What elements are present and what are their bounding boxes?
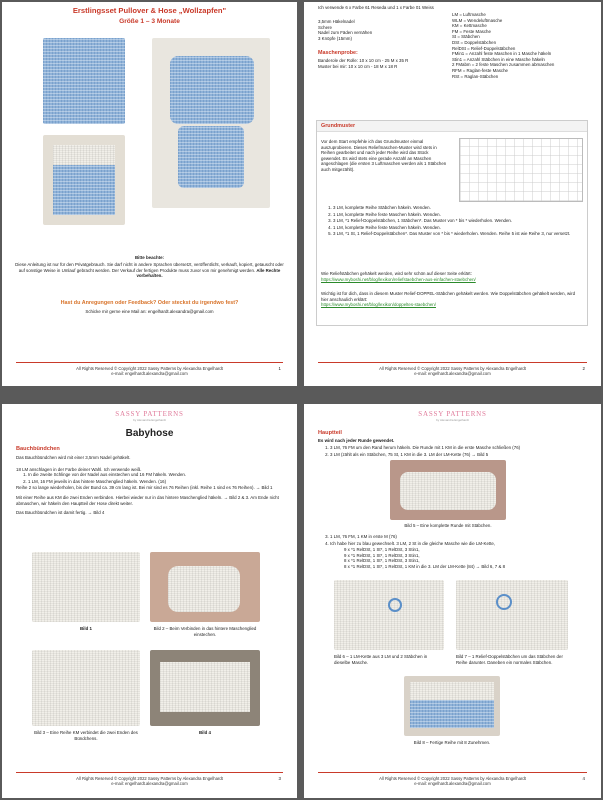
footer-line <box>16 362 283 363</box>
pattern-size: Größe 1 – 3 Monate <box>119 18 180 25</box>
join-line: Mit einer Reihe aus KM die zwei Enden verbinden. Hierbei wieder nur in das hintere Maschenglied häkeln. → Bild 2 & 3. Am Ende nicht abmaschen, wir häkeln den Hauptteil der Hose direkt weiter. <box>16 494 279 506</box>
step: 3. 1 LM, 76 FM, 1 KM in erste M (76) <box>330 534 588 540</box>
basic-pattern-steps <box>321 205 583 238</box>
logo <box>418 410 486 422</box>
photo-bild-2-knit <box>168 566 240 612</box>
instructions <box>16 455 284 516</box>
pattern-row: 3. 3 LM, *1 Relief-Doppelstäbchen, 1 Stäbchen*. Das Muster von * bis * wiederholen. Wenden. <box>333 218 583 224</box>
note-rights: Alle Rechte vorbehalten. <box>136 267 281 279</box>
relief-link[interactable]: https://www.myboshi.net/blog/lexikon/reliefstaebchen-aus-einfachen-staebchen/ <box>321 276 476 282</box>
photo-pants-body <box>53 165 115 215</box>
repeat-line: Reihe 2 so lange wiederholen, bis der Bund ca. 39 cm lang ist. Bei mir sind es 76 Reihen (inkl. Reihe 1 sind es 76 Reihen). → Bild 1 <box>16 485 273 491</box>
gauge-title: Maschenprobe: <box>318 50 358 56</box>
pattern-title: Erstlingsset Pullover & Hose „Wollzapfen" <box>72 6 227 15</box>
photo-bild-4 <box>150 650 260 726</box>
page-3 <box>2 404 297 798</box>
basic-pattern-box <box>316 120 588 326</box>
gauge-line: Banderole der Rolle: 10 x 10 cm - 25 M x 35 R <box>318 58 409 63</box>
increase-row: 9 x *1 RelDSt, 1 St*, 1 RelDSt, 3 Stin1, <box>344 547 420 552</box>
footer-email: e-mail: engelhardt.alexandra@gmail.com <box>414 371 491 377</box>
page-number: 4 <box>582 776 585 781</box>
logo-name: SASSY PATTERNS <box>115 410 184 418</box>
photo-bild-8 <box>404 676 500 736</box>
note-title: Bitte beachte: <box>134 255 165 260</box>
caption-bild-1: Bild 1 <box>80 626 92 631</box>
main-steps-b <box>318 534 588 547</box>
feedback-question: Hast du Anregungen oder Feedback? Oder steckst du irgendwo fest? <box>60 300 239 306</box>
logo-by: by Alexandra Engelhardt <box>133 418 166 422</box>
done-line: Das Bauchbündchen ist damit fertig. → Bild 4 <box>16 510 105 516</box>
abbreviation-list <box>452 12 554 79</box>
page-number: 1 <box>278 366 281 371</box>
abbreviation: LM = Luftmasche <box>452 12 486 17</box>
materials-list <box>318 19 372 41</box>
photo-bild-5-knit <box>400 472 496 510</box>
pattern-row: 5. 3 LM, *1 St, 1 Relief-Doppelstäbchen*. Das Muster von * bis * wiederholen. Wenden. Reihe 5 ist wie Reihe 3, nur versetzt. <box>333 231 583 237</box>
footer <box>304 776 601 787</box>
abbreviation: 2 FMabm = 2 feste Maschen zusammen abmaschen <box>452 62 555 68</box>
page-4 <box>304 404 601 798</box>
abbreviation: Stin1 = Anzahl Stäbchen in eine Masche häkeln <box>452 56 545 62</box>
pattern-row: 1. 3 LM, komplette Reihe Stäbchen häkeln. Wenden. <box>333 205 583 211</box>
gauge-line: Muster bei mir: 10 x 10 cm - 18 M x 18 R <box>318 63 398 69</box>
increase-row: 8 x *1 RelDSt, 1 St*, 1 RelDSt, 1 KM in die 3. LM der LM-Kette (84) → Bild 6, 7 & 8 <box>344 563 506 569</box>
footer-line <box>318 362 587 363</box>
abbreviation: FM = Feste Masche <box>452 28 491 34</box>
photo-bild-8-band <box>410 682 494 700</box>
abbreviation: St = Stäbchen <box>452 34 480 40</box>
section-lead: Es wird nach jeder Runde gewendet. <box>318 438 395 443</box>
abbreviation: RFM = Raglan-feste Masche <box>452 67 509 73</box>
photo-bild-6-yarn <box>388 598 402 612</box>
footer <box>304 366 601 377</box>
page-1 <box>2 2 297 386</box>
stitch-chart <box>459 138 583 202</box>
note-text <box>14 262 285 279</box>
page-number: 3 <box>278 776 281 781</box>
abbreviation: WLM = Wendeluftmasche <box>452 17 503 23</box>
logo-by: by Alexandra Engelhardt <box>436 418 469 422</box>
footer-email: e-mail: engelhardt.alexandra@gmail.com <box>414 781 491 787</box>
section-title: Bauchbündchen <box>16 446 60 452</box>
caption-bild-6: Bild 6 – 1 LM-Kette aus 3 LM und 2 Stäbchen in dieselbe Masche. <box>334 654 428 665</box>
double-explanation-text: Wichtig ist für dich, dass in diesem Muster Relief-DOPPEL-Stäbchen gehäkelt werden. Wie Doppelstäbchen gehäkelt werden, wird hier anschaulich erklärt: <box>321 291 576 302</box>
photo-pants <box>43 135 125 225</box>
main-steps-a <box>318 445 588 458</box>
footer-line <box>318 772 587 773</box>
photo-set-pants <box>178 126 244 188</box>
footer-email: e-mail: engelhardt.alexandra@gmail.com <box>111 781 188 787</box>
footer-copyright: All Rights Reserved © Copyright 2022 Sassy Patterns by Alexandra Engelhardt <box>76 776 223 781</box>
photo-bild-2 <box>150 552 260 622</box>
section-title: Hauptteil <box>318 430 342 436</box>
caption-bild-7: Bild 7 – 1 Relief-Doppelstäbchen um das Stäbchen der Reihe darunter. Daneben ein normales Stäbchen. <box>456 654 563 665</box>
pattern-row: 4. 1 LM, komplette Reihe feste Maschen häkeln. Wenden. <box>333 225 583 231</box>
photo-set-sweater <box>170 56 254 124</box>
abbreviation: KM = Kettmasche <box>452 23 487 29</box>
photo-set-on-blanket <box>152 38 270 208</box>
relief-explanation <box>321 271 583 282</box>
abbreviation: RSt = Raglan-Stäbchen <box>452 73 499 79</box>
intro-line: Das Bauchbündchen wird mit einer 3,5mm Nadel gehäkelt. <box>16 455 131 460</box>
chain-line: 18 LM anschlagen in der Farbe deiner Wahl. Ich verwende weiß. <box>16 466 142 472</box>
step: 4. Ich habe hier zu blau gewechselt. 3 LM, 2 St in die gleiche Masche wie die LM-Kette, <box>330 541 588 547</box>
logo-name: SASSY PATTERNS <box>418 410 487 418</box>
photo-pants-waistband <box>53 145 115 165</box>
logo <box>115 410 183 422</box>
photo-bild-8-blue <box>410 700 494 728</box>
page-2 <box>304 2 601 386</box>
waistband-steps <box>16 472 284 484</box>
caption-bild-4: Bild 4 <box>199 730 211 735</box>
material-item: Nadel zum Fäden vernähen <box>318 30 373 36</box>
relief-explanation-text: Wie Reliefstäbchen gehäkelt werden, wird sehr schön auf dieser Seite erklärt: <box>321 271 472 276</box>
double-link[interactable]: https://www.myboshi.net/blog/lexikon/doppeltes-staebchen/ <box>321 302 436 308</box>
increase-row: 8 x *1 RelDSt, 1 St*, 1 RelDSt, 3 Stin1, <box>344 558 420 564</box>
page-title: Babyhose <box>125 428 174 439</box>
yarn-intro: Ich verwende 6 x Farbe 61 Reseda und 1 x Farbe 01 Weiss <box>318 5 434 10</box>
photo-bild-4-knit <box>160 662 250 712</box>
footer-line <box>16 772 283 773</box>
abbreviation: DSt = Doppelstäbchen <box>452 39 497 45</box>
step: 1. In die zweite Schlinge von der Nadel aus einstechen und 16 FM häkeln. Wenden. <box>28 472 284 478</box>
photo-bild-5 <box>390 460 506 520</box>
material-item: 3,5mm Häkelnadel <box>318 19 355 24</box>
step: 2. 3 LM (zählt als ein Stäbchen, 75 St, 1 KM in die 3. LM der LM-Kette (76) → Bild 5 <box>330 452 588 458</box>
photo-bild-7-yarn <box>496 594 512 610</box>
double-explanation <box>321 291 583 308</box>
basic-pattern-text: Vor dem Start empfehle ich das Grundmuster einmal auszuprobieren. Dieses Reliefmaschen-Muster wird stets in Reihen gearbeitet und nach jeder Reihe wird das Stück gewendet. Es wird stets eine gerade Anzahl an Maschen angeschlagen (die ersten 3 Luftmaschen werden als 1 Stäbchen auch mitgezählt). <box>321 139 447 172</box>
photo-bild-6 <box>334 580 444 650</box>
feedback-mail[interactable]: Schicke mir gerne eine Mail an: engelhardt.alexandra@gmail.com <box>85 309 214 314</box>
pattern-row: 2. 1 LM, komplette Reihe feste Maschen häkeln. Wenden. <box>333 212 583 218</box>
footer-email: e-mail: engelhardt.alexandra@gmail.com <box>111 371 188 377</box>
abbreviation: RelDSt = Relief-Doppelstäbchen <box>452 45 516 51</box>
material-item: Schere <box>318 24 332 30</box>
increase-row: 9 x *1 RelDSt, 1 St*, 1 RelDSt, 3 Stin1, <box>344 552 420 558</box>
photo-bild-1 <box>32 552 140 622</box>
footer <box>2 366 297 377</box>
page-number: 2 <box>582 366 585 371</box>
caption-bild-3: Bild 3 – Eine Reihe KM verbindet die zwei Enden des Bündchens. <box>34 730 138 741</box>
step: 1. 3 LM, 76 FM um den Rand herum häkeln. Die Runde mit 1 KM in die erste Masche schließen (76) <box>330 445 588 451</box>
footer-copyright: All Rights Reserved © Copyright 2022 Sassy Patterns by Alexandra Engelhardt <box>379 366 526 371</box>
step: 2. 1 LM, 16 FM jeweils in das hintere Maschenglied häkeln. Wenden. (16) <box>28 479 284 485</box>
caption-bild-2: Bild 2 – Beim Verbinden in das hintere Maschenglied einstechen. <box>153 626 257 637</box>
footer <box>2 776 297 787</box>
gauge-lines <box>318 58 408 69</box>
abbreviation: FMin1 = Anzahl feste Maschen in 1 Masche häkeln <box>452 51 552 57</box>
photo-bild-3 <box>32 650 140 726</box>
photo-pullover <box>43 38 125 124</box>
footer-copyright: All Rights Reserved © Copyright 2022 Sassy Patterns by Alexandra Engelhardt <box>379 776 526 781</box>
basic-pattern-title: Grundmuster <box>317 121 587 132</box>
caption-bild-5: Bild 5 – Eine komplette Runde mit Stäbchen. <box>404 523 492 528</box>
photo-bild-7 <box>456 580 568 650</box>
note-body: Diese Anleitung ist nur für den Privatgebrauch. Sie darf nicht in andere Sprachen übersetzt, veröffentlicht, verkauft, kopiert, getauscht oder auf sonstige Weise in Umlauf gebracht werden. Der Verkauf der fertigen Produkte muss zuvor von mir genehmigt werden. <box>15 262 284 273</box>
caption-bild-8: Bild 8 – Fertige Reihe mit 8 Zunehmen. <box>413 740 491 745</box>
material-item: 3 Knöpfe (15mm) <box>318 35 352 41</box>
footer-copyright: All Rights Reserved © Copyright 2022 Sassy Patterns by Alexandra Engelhardt <box>76 366 223 371</box>
increase-rows <box>344 547 584 569</box>
